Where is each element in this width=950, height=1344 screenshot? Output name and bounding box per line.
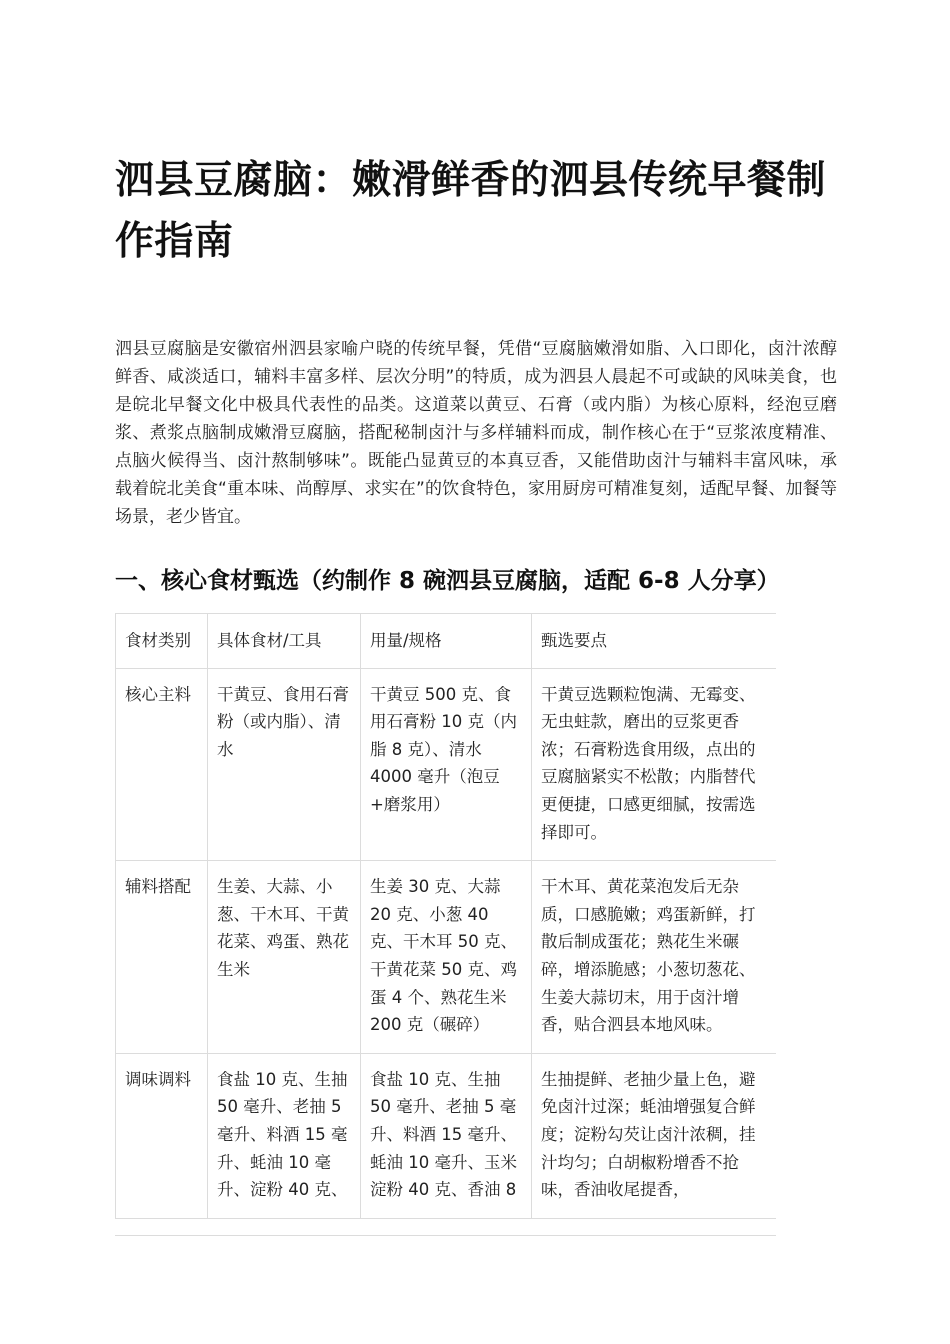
ingredients-table xyxy=(115,613,776,1219)
table-row xyxy=(116,861,777,1054)
cell-notes: 生抽提鲜、老抽少量上色，避免卤汁过深；蚝油增强复合鲜度；淀粉勾芡让卤汁浓稠，挂汁均匀；白胡椒粉增香不抢味，香油收尾提香， xyxy=(532,1053,777,1218)
table-header-row xyxy=(116,614,777,669)
section-heading: 一、核心食材甄选（约制作 8 碗泗县豆腐脑，适配 6-8 人分享） xyxy=(115,568,780,594)
document-page xyxy=(115,150,837,1236)
table-row xyxy=(116,668,777,861)
header-item: 具体食材/工具 xyxy=(208,614,361,669)
cell-item: 干黄豆、食用石膏粉（或内脂）、清水 xyxy=(208,668,361,861)
cell-amount: 生姜 30 克、大蒜 20 克、小葱 40 克、干木耳 50 克、干黄花菜 50 克、鸡蛋 4 个、熟花生米 200 克（碾碎） xyxy=(361,861,532,1054)
header-amount: 用量/规格 xyxy=(361,614,532,669)
header-notes: 甄选要点 xyxy=(532,614,777,669)
cell-notes: 干黄豆选颗粒饱满、无霉变、无虫蛀款，磨出的豆浆更香浓；石膏粉选食用级，点出的豆腐脑紧实不松散；内脂替代更便捷，口感更细腻，按需选择即可。 xyxy=(532,668,777,861)
cell-amount: 食盐 10 克、生抽 50 毫升、老抽 5 毫升、料酒 15 毫升、蚝油 10 毫升、玉米淀粉 40 克、香油 8 xyxy=(361,1053,532,1218)
cell-category: 核心主料 xyxy=(116,668,208,861)
table-row xyxy=(116,1053,777,1218)
intro-paragraph: 泗县豆腐脑是安徽宿州泗县家喻户晓的传统早餐，凭借“豆腐脑嫩滑如脂、入口即化，卤汁浓醇鲜香、咸淡适口，辅料丰富多样、层次分明”的特质，成为泗县人晨起不可或缺的风味美食，也是皖北早餐文化中极具代表性的品类。这道菜以黄豆、石膏（或内脂）为核心原料，经泡豆磨浆、煮浆点脑制成嫩滑豆腐脑，搭配秘制卤汁与多样辅料而成，制作核心在于“豆浆浓度精准、点脑火候得当、卤汁熬制够味”。既能凸显黄豆的本真豆香，又能借助卤汁与辅料丰富风味，承载着皖北美食“重本味、尚醇厚、求实在”的饮食特色，家用厨房可精准复刻，适配早餐、加餐等场景，老少皆宜。 xyxy=(115,339,837,527)
header-category: 食材类别 xyxy=(116,614,208,669)
cell-item: 食盐 10 克、生抽 50 毫升、老抽 5 毫升、料酒 15 毫升、蚝油 10 毫升、淀粉 40 克、 xyxy=(208,1053,361,1218)
cell-amount: 干黄豆 500 克、食用石膏粉 10 克（内脂 8 克）、清水 4000 毫升（泡豆+磨浆用） xyxy=(361,668,532,861)
cell-notes: 干木耳、黄花菜泡发后无杂质，口感脆嫩；鸡蛋新鲜，打散后制成蛋花；熟花生米碾碎，增添脆感；小葱切葱花、生姜大蒜切末，用于卤汁增香，贴合泗县本地风味。 xyxy=(532,861,777,1054)
cell-category: 调味调料 xyxy=(116,1053,208,1218)
cell-item: 生姜、大蒜、小葱、干木耳、干黄花菜、鸡蛋、熟花生米 xyxy=(208,861,361,1054)
ingredients-table-container xyxy=(115,613,776,1236)
cell-category: 辅料搭配 xyxy=(116,861,208,1054)
document-title: 泗县豆腐脑：嫩滑鲜香的泗县传统早餐制作指南 xyxy=(115,158,827,264)
